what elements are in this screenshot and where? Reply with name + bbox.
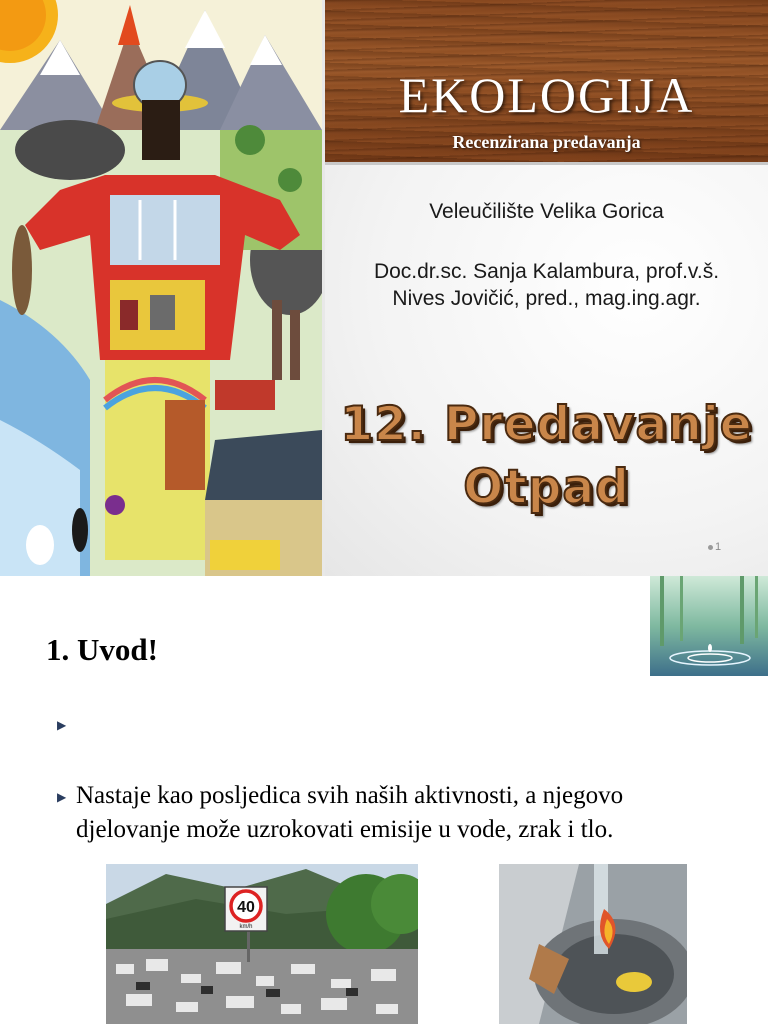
institution-name: Veleučilište Velika Gorica <box>429 200 664 223</box>
ecology-illustration <box>0 0 322 576</box>
bullet-arrow-icon: ▶ <box>57 790 67 804</box>
bullet-arrow-icon: ▶ <box>57 718 67 732</box>
wood-banner <box>325 0 768 165</box>
slide-number <box>708 541 721 553</box>
course-subtitle: Recenzirana predavanja <box>452 132 641 152</box>
course-title: EKOLOGIJA <box>398 67 695 123</box>
bullet-dot-icon <box>708 545 713 550</box>
lecture-topic: Otpad <box>463 460 630 515</box>
slide-number-value: 1 <box>715 541 722 553</box>
author-1: Doc.dr.sc. Sanja Kalambura, prof.v.š. <box>373 260 720 283</box>
water-drop-image <box>650 576 768 676</box>
paragraph-line-2: djelovanje može uzrokovati emisije u vode, zrak i tlo. <box>76 816 614 843</box>
bullet-paragraph <box>76 779 736 847</box>
speed-sign-unit: km/h <box>239 924 253 930</box>
paragraph-line-1: Nastaje kao posljedica svih naših aktivnosti, a njegovo <box>76 782 624 809</box>
waste-pipe-photo <box>499 864 687 1024</box>
lecture-number: 12. Predavanje <box>340 397 753 452</box>
section-heading: 1. Uvod! <box>46 632 158 667</box>
content-slide <box>0 576 768 1024</box>
speed-sign-value: 40 <box>237 899 255 916</box>
speed-sign-icon <box>224 886 268 932</box>
author-2: Nives Jovičić, pred., mag.ing.agr. <box>392 287 701 310</box>
